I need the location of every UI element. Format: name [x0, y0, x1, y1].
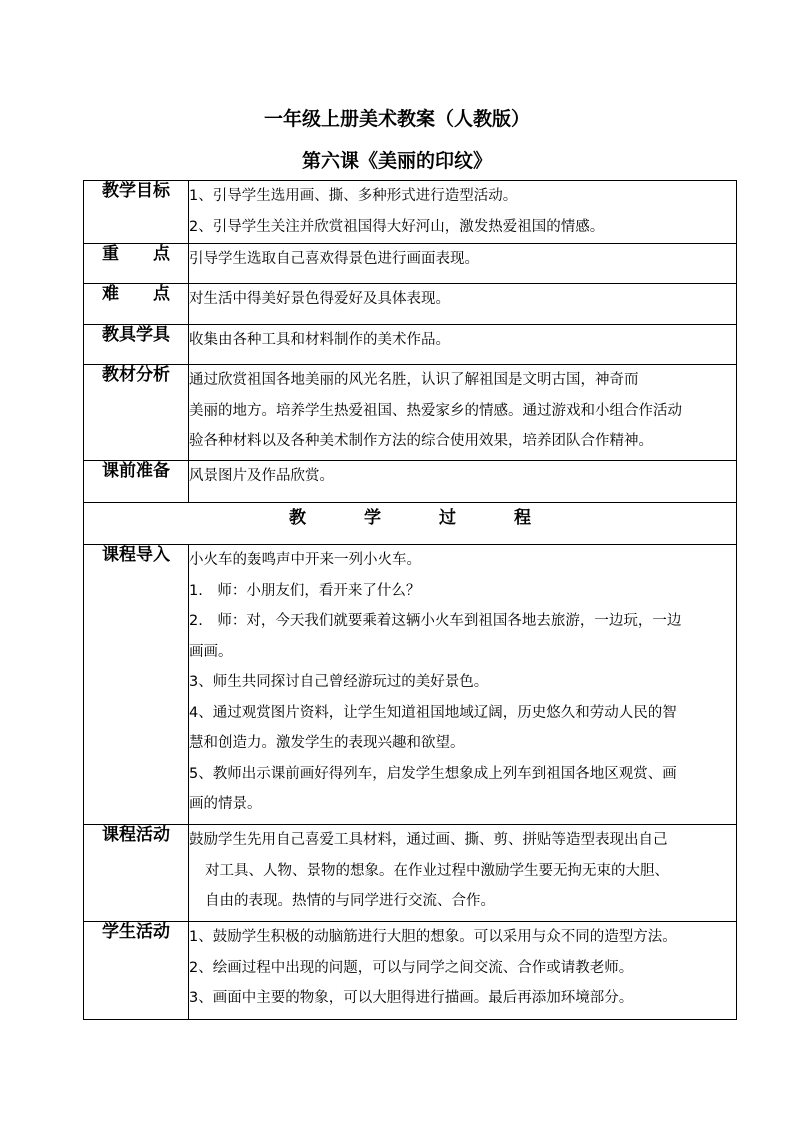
intro-line-8: 5、教师出示课前画好得列车，启发学生想象成上列车到祖国各地区观赏、画 [189, 765, 677, 782]
tools-line-1: 收集由各种工具和材料制作的美术作品。 [189, 332, 450, 348]
key-point-line-1: 引导学生选取自己喜欢得景色进行画面表现。 [189, 251, 479, 267]
intro-line-5: 3、师生共同探讨自己曾经游玩过的美好景色。 [189, 674, 489, 690]
student-line-2: 2、绘画过程中出现的问题，可以与同学之间交流、合作或请教老师。 [189, 959, 634, 976]
preparation-line-1: 风景图片及作品欣赏。 [189, 468, 334, 484]
row-tools [84, 325, 737, 365]
activity-line-2: 对工具、人物、景物的想象。在作业过程中激励学生要无拘无束的大胆、 [205, 862, 669, 879]
intro-line-6: 4、通过观赏图片资料，让学生知道祖国地域辽阔，历史悠久和劳动人民的智 [189, 704, 677, 721]
content-student [189, 922, 737, 1020]
content-analysis [189, 365, 737, 461]
goals-line-2: 2、引导学生关注并欣赏祖国得大好河山，激发热爱祖国的情感。 [189, 218, 605, 235]
lesson-plan-table [83, 180, 737, 1020]
process-char-4: 程 [514, 508, 531, 528]
row-intro [84, 545, 737, 825]
row-activity [84, 825, 737, 922]
label-key-point: 重 点 [84, 244, 189, 284]
analysis-line-1: 通过欣赏祖国各地美丽的风光名胜，认识了解祖国是文明古国，神奇而 [189, 372, 639, 388]
row-difficulty [84, 284, 737, 325]
process-heading [84, 503, 737, 545]
intro-line-2: 1. 师：小朋友们，看开来了什么？ [189, 582, 421, 599]
content-tools [189, 325, 737, 365]
content-key-point [189, 244, 737, 284]
row-goals [84, 181, 737, 244]
analysis-line-3: 验各种材料以及各种美术制作方法的综合使用效果，培养团队合作精神。 [189, 433, 653, 449]
content-difficulty [189, 284, 737, 325]
row-key-point [84, 244, 737, 284]
process-char-1: 教 [289, 508, 306, 528]
intro-line-1: 小火车的轰鸣声中开来一列小火车。 [189, 552, 421, 568]
row-process-heading [84, 503, 737, 545]
lesson-subtitle: 第六课《美丽的印纹》 [301, 150, 492, 172]
intro-line-7: 慧和创造力。激发学生的表现兴趣和欲望。 [189, 735, 465, 751]
document-title: 一年级上册美术教案（人教版） [263, 108, 530, 130]
student-line-3: 3、画面中主要的物象，可以大胆得进行描画。最后再添加环境部分。 [189, 990, 634, 1006]
activity-line-1: 鼓励学生先用自己喜爱工具材料，通过画、撕、剪、拼贴等造型表现出自己 [189, 832, 668, 848]
label-tools: 教具学具 [84, 325, 189, 365]
content-activity [189, 825, 737, 922]
label-difficulty: 难 点 [84, 284, 189, 325]
content-goals [189, 181, 737, 244]
intro-line-9: 画的情景。 [189, 796, 262, 812]
goals-line-1: 1、引导学生选用画、撕、多种形式进行造型活动。 [189, 188, 518, 204]
content-intro [189, 545, 737, 825]
label-student: 学生活动 [84, 922, 189, 1020]
label-goals: 教学目标 [84, 181, 189, 244]
intro-line-3: 2. 师：对，今天我们就要乘着这辆小火车到祖国各地去旅游，一边玩，一边 [189, 613, 682, 629]
label-analysis: 教材分析 [84, 365, 189, 461]
row-analysis [84, 365, 737, 461]
content-preparation [189, 461, 737, 503]
activity-line-3: 自由的表现。热情的与同学进行交流、合作。 [205, 893, 495, 909]
student-line-1: 1、鼓励学生积极的动脑筋进行大胆的想象。可以采用与众不同的造型方法。 [189, 929, 677, 945]
process-char-3: 过 [439, 508, 456, 528]
difficulty-line-1: 对生活中得美好景色得爱好及具体表现。 [189, 291, 450, 307]
process-char-2: 学 [364, 508, 381, 528]
label-intro: 课程导入 [84, 545, 189, 825]
label-activity: 课程活动 [84, 825, 189, 922]
label-preparation: 课前准备 [84, 461, 189, 503]
row-preparation [84, 461, 737, 503]
row-student [84, 922, 737, 1020]
analysis-line-2: 美丽的地方。培养学生热爱祖国、热爱家乡的情感。通过游戏和小组合作活动 [189, 402, 682, 419]
intro-line-4: 画画。 [189, 643, 233, 660]
